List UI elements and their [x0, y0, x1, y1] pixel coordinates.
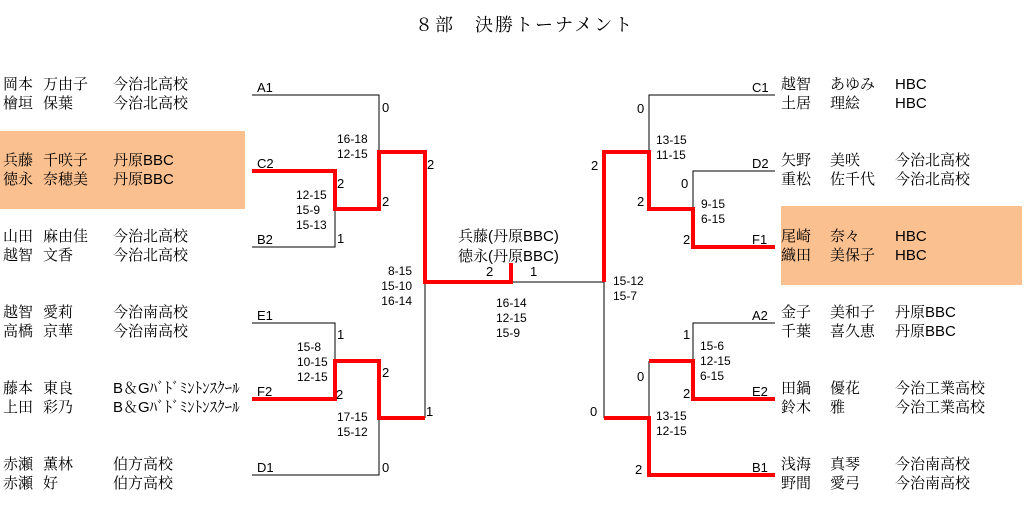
set-scores-L-r1-bot [297, 340, 328, 385]
set-score-line: 15-12 [613, 274, 644, 288]
player-given: 優花 [830, 380, 861, 397]
player-team: 丹原BBC [895, 304, 956, 321]
champion-line2: 徳永(丹原BBC) [458, 248, 559, 265]
player-surname: 田鍋 [781, 380, 812, 397]
player-team: 今治北高校 [113, 247, 189, 264]
entry-pair-A2 [781, 303, 956, 341]
player-surname: 高橋 [3, 323, 34, 340]
player-given: 麻由佳 [43, 228, 89, 245]
player-team: 今治北高校 [895, 171, 971, 188]
slot-label-E2: E2 [752, 384, 768, 399]
player-given: 万由子 [43, 76, 89, 93]
player-row [781, 398, 985, 417]
game-score-L-r1-bot-dn: 2 [336, 387, 344, 402]
player-surname: 兵藤 [3, 152, 34, 169]
set-score-line: 15-7 [613, 289, 638, 303]
player-row [3, 94, 188, 113]
player-surname: 檜垣 [3, 95, 34, 112]
player-given: 保葉 [43, 95, 74, 112]
player-team: 今治北高校 [113, 76, 189, 93]
game-score-R-r1-top-dn: 2 [683, 232, 691, 247]
player-row [781, 94, 927, 113]
player-row [781, 246, 927, 265]
set-score-line: 15-13 [296, 218, 327, 232]
set-score-line: 13-15 [656, 133, 687, 147]
game-score-R-semi-up: 2 [591, 158, 599, 173]
set-scores-R-semi [613, 274, 644, 304]
slot-label-D1: D1 [257, 460, 274, 475]
entry-pair-C2 [3, 151, 174, 189]
champion-line1: 兵藤(丹原BBC) [458, 228, 559, 245]
player-given: 彩乃 [43, 399, 74, 416]
game-score-L-r1-top-dn: 1 [337, 231, 345, 246]
player-team: 丹原BBC [113, 171, 174, 188]
set-score-line: 12-15 [700, 354, 731, 368]
player-team: 今治北高校 [113, 95, 189, 112]
player-row [3, 322, 188, 341]
set-score-line: 8-15 [387, 264, 412, 278]
player-given: 奈穂美 [43, 171, 89, 188]
player-team: 今治工業高校 [895, 399, 986, 416]
set-scores-R-r1-top [701, 197, 725, 227]
player-team: HBC [895, 95, 927, 112]
entry-pair-F2 [3, 379, 240, 417]
player-surname: 野間 [781, 475, 812, 492]
player-row [3, 246, 188, 265]
set-scores-L-semi [372, 264, 412, 309]
slot-label-A2: A2 [752, 308, 768, 323]
player-surname: 土居 [781, 95, 812, 112]
set-score-line: 16-14 [496, 296, 527, 310]
player-surname: 浅海 [781, 456, 812, 473]
player-row [781, 227, 927, 246]
game-score-R-qf-top-dn: 2 [637, 194, 645, 209]
set-scores-L-r1-top [296, 188, 327, 233]
player-team: 今治南高校 [895, 456, 971, 473]
game-score-L-r1-top-up: 2 [337, 176, 345, 191]
player-surname: 山田 [3, 228, 34, 245]
game-score-L-qf-top-dn: 2 [382, 194, 390, 209]
champion-label [458, 227, 559, 267]
player-row [3, 170, 174, 189]
player-row [3, 398, 240, 417]
player-surname: 岡本 [3, 76, 34, 93]
player-row [781, 455, 970, 474]
game-score-R-qf-top-up: 0 [637, 101, 645, 116]
player-row [3, 75, 188, 94]
set-score-line: 15-8 [297, 340, 322, 354]
game-score-R-qf-bot-dn: 2 [635, 462, 643, 477]
game-score-final-right: 1 [530, 264, 538, 279]
player-given: 愛弓 [830, 475, 861, 492]
set-score-line: 12-15 [656, 424, 687, 438]
player-row [781, 170, 970, 189]
entry-pair-F1 [781, 227, 927, 265]
player-given: 理絵 [830, 95, 861, 112]
player-row [3, 303, 188, 322]
player-surname: 千葉 [781, 323, 812, 340]
entry-pair-A1 [3, 75, 188, 113]
player-surname: 藤本 [3, 380, 34, 397]
set-score-line: 6-15 [700, 369, 725, 383]
entry-pair-E2 [781, 379, 985, 417]
player-team: B＆Gﾊﾞﾄﾞﾐﾝﾄﾝｽｸｰﾙ [113, 399, 240, 416]
set-score-line: 12-15 [496, 311, 527, 325]
player-surname: 金子 [781, 304, 812, 321]
player-row [781, 322, 956, 341]
game-score-L-semi-up: 2 [427, 157, 435, 172]
entry-pair-B2 [3, 227, 188, 265]
player-given: 愛莉 [43, 304, 74, 321]
page-title: ８部 決勝トーナメント [415, 15, 635, 35]
game-score-L-r1-bot-up: 1 [337, 327, 345, 342]
set-scores-R-qf-bot [656, 409, 687, 439]
player-surname: 織田 [781, 247, 812, 264]
player-given: 好 [43, 475, 59, 492]
entry-pair-D2 [781, 151, 970, 189]
player-given: 奈々 [830, 228, 861, 245]
bracket-lines-black [252, 95, 775, 475]
set-score-line: 16-18 [337, 132, 368, 146]
player-given: 喜久恵 [830, 323, 876, 340]
winner-path-B1 [604, 418, 775, 475]
player-row [3, 227, 188, 246]
player-team: 丹原BBC [895, 323, 956, 340]
set-score-line: 13-15 [656, 409, 687, 423]
player-team: 今治工業高校 [895, 380, 986, 397]
player-given: 東良 [43, 380, 74, 397]
player-given: 薫林 [43, 456, 74, 473]
set-score-line: 6-15 [701, 212, 726, 226]
player-team: 今治南高校 [113, 323, 189, 340]
player-team: HBC [895, 228, 927, 245]
slot-label-E1: E1 [257, 308, 273, 323]
player-team: 今治北高校 [895, 152, 971, 169]
player-surname: 上田 [3, 399, 34, 416]
player-surname: 矢野 [781, 152, 812, 169]
player-row [3, 151, 174, 170]
player-row [781, 151, 970, 170]
player-given: 雅 [830, 399, 846, 416]
set-score-line: 15-9 [296, 203, 321, 217]
player-given: 佐千代 [830, 171, 876, 188]
player-surname: 越智 [3, 304, 34, 321]
player-team: 今治南高校 [113, 304, 189, 321]
player-given: 真琴 [830, 456, 861, 473]
player-row [3, 379, 240, 398]
entry-pair-B1 [781, 455, 970, 493]
player-surname: 鈴木 [781, 399, 812, 416]
player-given: 千咲子 [43, 152, 89, 169]
player-surname: 重松 [781, 171, 812, 188]
entry-pair-D1 [3, 455, 173, 493]
player-given: 美咲 [830, 152, 861, 169]
player-team: HBC [895, 247, 927, 264]
player-team: 今治南高校 [895, 475, 971, 492]
game-score-L-semi-dn: 1 [426, 404, 434, 419]
set-score-line: 15-10 [381, 279, 412, 293]
player-surname: 越智 [3, 247, 34, 264]
game-score-R-r1-bot-up: 1 [683, 327, 691, 342]
game-score-R-qf-bot-up: 0 [637, 369, 645, 384]
slot-label-A1: A1 [257, 80, 273, 95]
slot-label-D2: D2 [752, 156, 769, 171]
slot-label-C2: C2 [257, 156, 274, 171]
player-given: 文香 [43, 247, 74, 264]
set-scores-L-qf-bot [337, 410, 368, 440]
player-surname: 越智 [781, 76, 812, 93]
player-surname: 徳永 [3, 171, 34, 188]
game-score-R-r1-bot-dn: 2 [683, 386, 691, 401]
game-score-L-qf-bot-dn: 0 [382, 460, 390, 475]
player-row [781, 303, 956, 322]
slot-label-B2: B2 [257, 232, 273, 247]
set-score-line: 9-15 [701, 197, 726, 211]
player-row [3, 474, 173, 493]
player-given: 美保子 [830, 247, 876, 264]
entry-pair-E1 [3, 303, 188, 341]
player-team: HBC [895, 76, 927, 93]
game-score-R-semi-dn: 0 [590, 404, 598, 419]
player-given: 美和子 [830, 304, 876, 321]
set-score-line: 11-15 [656, 148, 686, 162]
set-score-line: 12-15 [296, 188, 327, 202]
set-scores-R-r1-bot [700, 339, 731, 384]
game-score-L-qf-bot-up: 2 [382, 365, 390, 380]
set-score-line: 15-6 [700, 339, 725, 353]
set-scores-L-qf-top [337, 132, 368, 162]
player-given: 京華 [43, 323, 74, 340]
player-team: 伯方高校 [113, 475, 174, 492]
game-score-L-qf-top-up: 0 [382, 100, 390, 115]
player-row [781, 474, 970, 493]
slot-label-F2: F2 [257, 384, 273, 399]
set-score-line: 17-15 [337, 410, 368, 424]
slot-label-C1: C1 [752, 80, 769, 95]
set-scores-R-qf-top [656, 133, 687, 163]
set-score-line: 16-14 [381, 294, 412, 308]
slot-label-B1: B1 [752, 460, 768, 475]
game-score-R-r1-top-up: 0 [681, 176, 689, 191]
player-team: 伯方高校 [113, 456, 174, 473]
set-score-line: 15-9 [496, 326, 521, 340]
player-row [781, 379, 985, 398]
set-score-line: 15-12 [337, 425, 368, 439]
player-team: 丹原BBC [113, 152, 174, 169]
player-team: B＆Gﾊﾞﾄﾞﾐﾝﾄﾝｽｸｰﾙ [113, 380, 240, 397]
player-row [781, 75, 927, 94]
player-surname: 赤瀬 [3, 456, 34, 473]
player-surname: 赤瀬 [3, 475, 34, 492]
set-scores-final [496, 296, 527, 341]
entry-pair-C1 [781, 75, 927, 113]
game-score-final-left: 2 [486, 264, 494, 279]
player-team: 今治北高校 [113, 228, 189, 245]
slot-label-F1: F1 [752, 232, 768, 247]
player-surname: 尾崎 [781, 228, 812, 245]
player-row [3, 455, 173, 474]
set-score-line: 12-15 [297, 370, 328, 384]
set-score-line: 10-15 [297, 355, 328, 369]
set-score-line: 12-15 [337, 147, 368, 161]
player-given: あゆみ [830, 76, 876, 93]
